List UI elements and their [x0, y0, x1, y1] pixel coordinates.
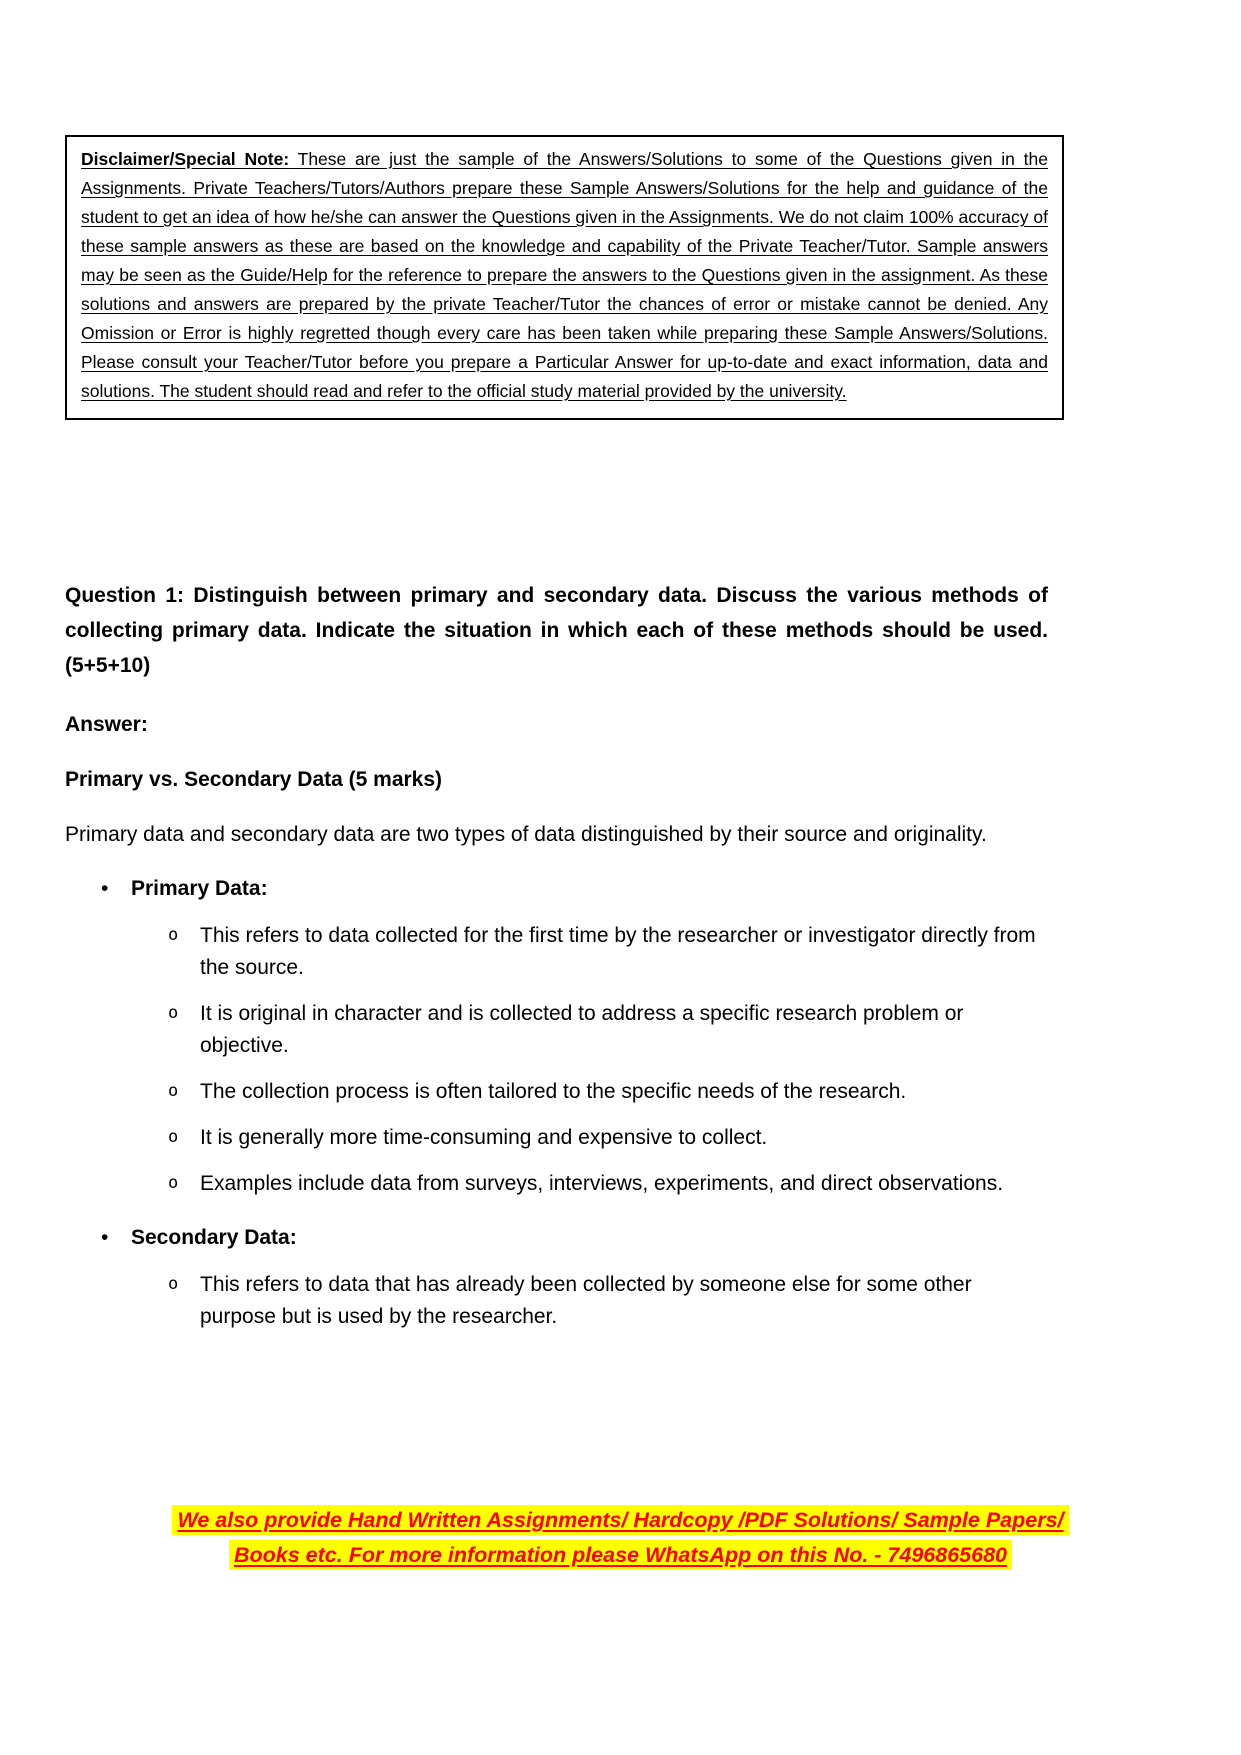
bullet-icon: •: [101, 877, 109, 900]
circle-bullet-icon: o: [168, 1003, 179, 1023]
list-title-secondary-data: Secondary Data:: [131, 1226, 297, 1249]
list-item-primary-data: [65, 873, 1048, 904]
list-item: [65, 1168, 1048, 1200]
footer-line-1: We also provide Hand Written Assignments/ Hardcopy /PDF Solutions/ Sample Papers/: [172, 1505, 1068, 1535]
list-item-secondary-data: [65, 1222, 1048, 1253]
list-item: [65, 1076, 1048, 1108]
list-item-text: It is original in character and is collected to address a specific research problem or objective.: [200, 1002, 964, 1057]
circle-bullet-icon: o: [168, 1081, 179, 1101]
answer-content: [65, 578, 1048, 1347]
list-item-text: The collection process is often tailored to the specific needs of the research.: [200, 1080, 907, 1103]
list-title-primary-data: Primary Data:: [131, 877, 268, 900]
disclaimer-body-text: These are just the sample of the Answers/Solutions to some of the Questions given in the Assignments. Private Teachers/Tutors/Authors prepare these Sample Answers/Solutions for the help and guidance of the student to get an idea of how he/she can answer the Questions given in the Assignments. We do not claim 100% accuracy of these sample answers as these are based on the knowledge and capability of the Private Teacher/Tutor. Sample answers may be seen as the Guide/Help for the reference to prepare the answers to the Questions given in the assignment. As these solutions and answers are prepared by the private Teacher/Tutor the chances of error or mistake cannot be denied. Any Omission or Error is highly regretted though every care has been taken while preparing these Sample Answers/Solutions. Please consult your Teacher/Tutor before you prepare a Particular Answer for up-to-date and exact information, data and solutions. The student should read and refer to the official study material provided by the university.: [81, 149, 1048, 401]
intro-paragraph: Primary data and secondary data are two types of data distinguished by their source and originality.: [65, 823, 987, 846]
footer-note: [0, 1503, 1241, 1573]
list-item-text: It is generally more time-consuming and expensive to collect.: [200, 1126, 768, 1149]
disclaimer-label: Disclaimer/Special Note:: [81, 149, 290, 169]
disclaimer-paragraph: [81, 145, 1048, 406]
circle-bullet-icon: o: [168, 925, 179, 945]
answer-label: Answer:: [65, 713, 148, 736]
list-item: [65, 1122, 1048, 1154]
list-item: [65, 998, 1048, 1062]
list-item-text: This refers to data collected for the first time by the researcher or investigator directly from the source.: [200, 924, 1036, 979]
list-item-text: Examples include data from surveys, interviews, experiments, and direct observations.: [200, 1172, 1004, 1195]
footer-line-2: Books etc. For more information please WhatsApp on this No. - 7496865680: [229, 1540, 1012, 1570]
question-heading: Question 1: Distinguish between primary and secondary data. Discuss the various methods of collecting primary data. Indicate the situation in which each of these methods should be used. (5+5+10): [65, 584, 1048, 677]
section-heading: Primary vs. Secondary Data (5 marks): [65, 768, 443, 791]
disclaimer-box: [65, 135, 1064, 420]
list-item: [65, 920, 1048, 984]
list-item: [65, 1269, 1048, 1333]
circle-bullet-icon: o: [168, 1127, 179, 1147]
circle-bullet-icon: o: [168, 1173, 179, 1193]
bullet-icon: •: [101, 1226, 109, 1249]
circle-bullet-icon: o: [168, 1274, 179, 1294]
list-item-text: This refers to data that has already been collected by someone else for some other purpose but is used by the researcher.: [200, 1273, 972, 1328]
